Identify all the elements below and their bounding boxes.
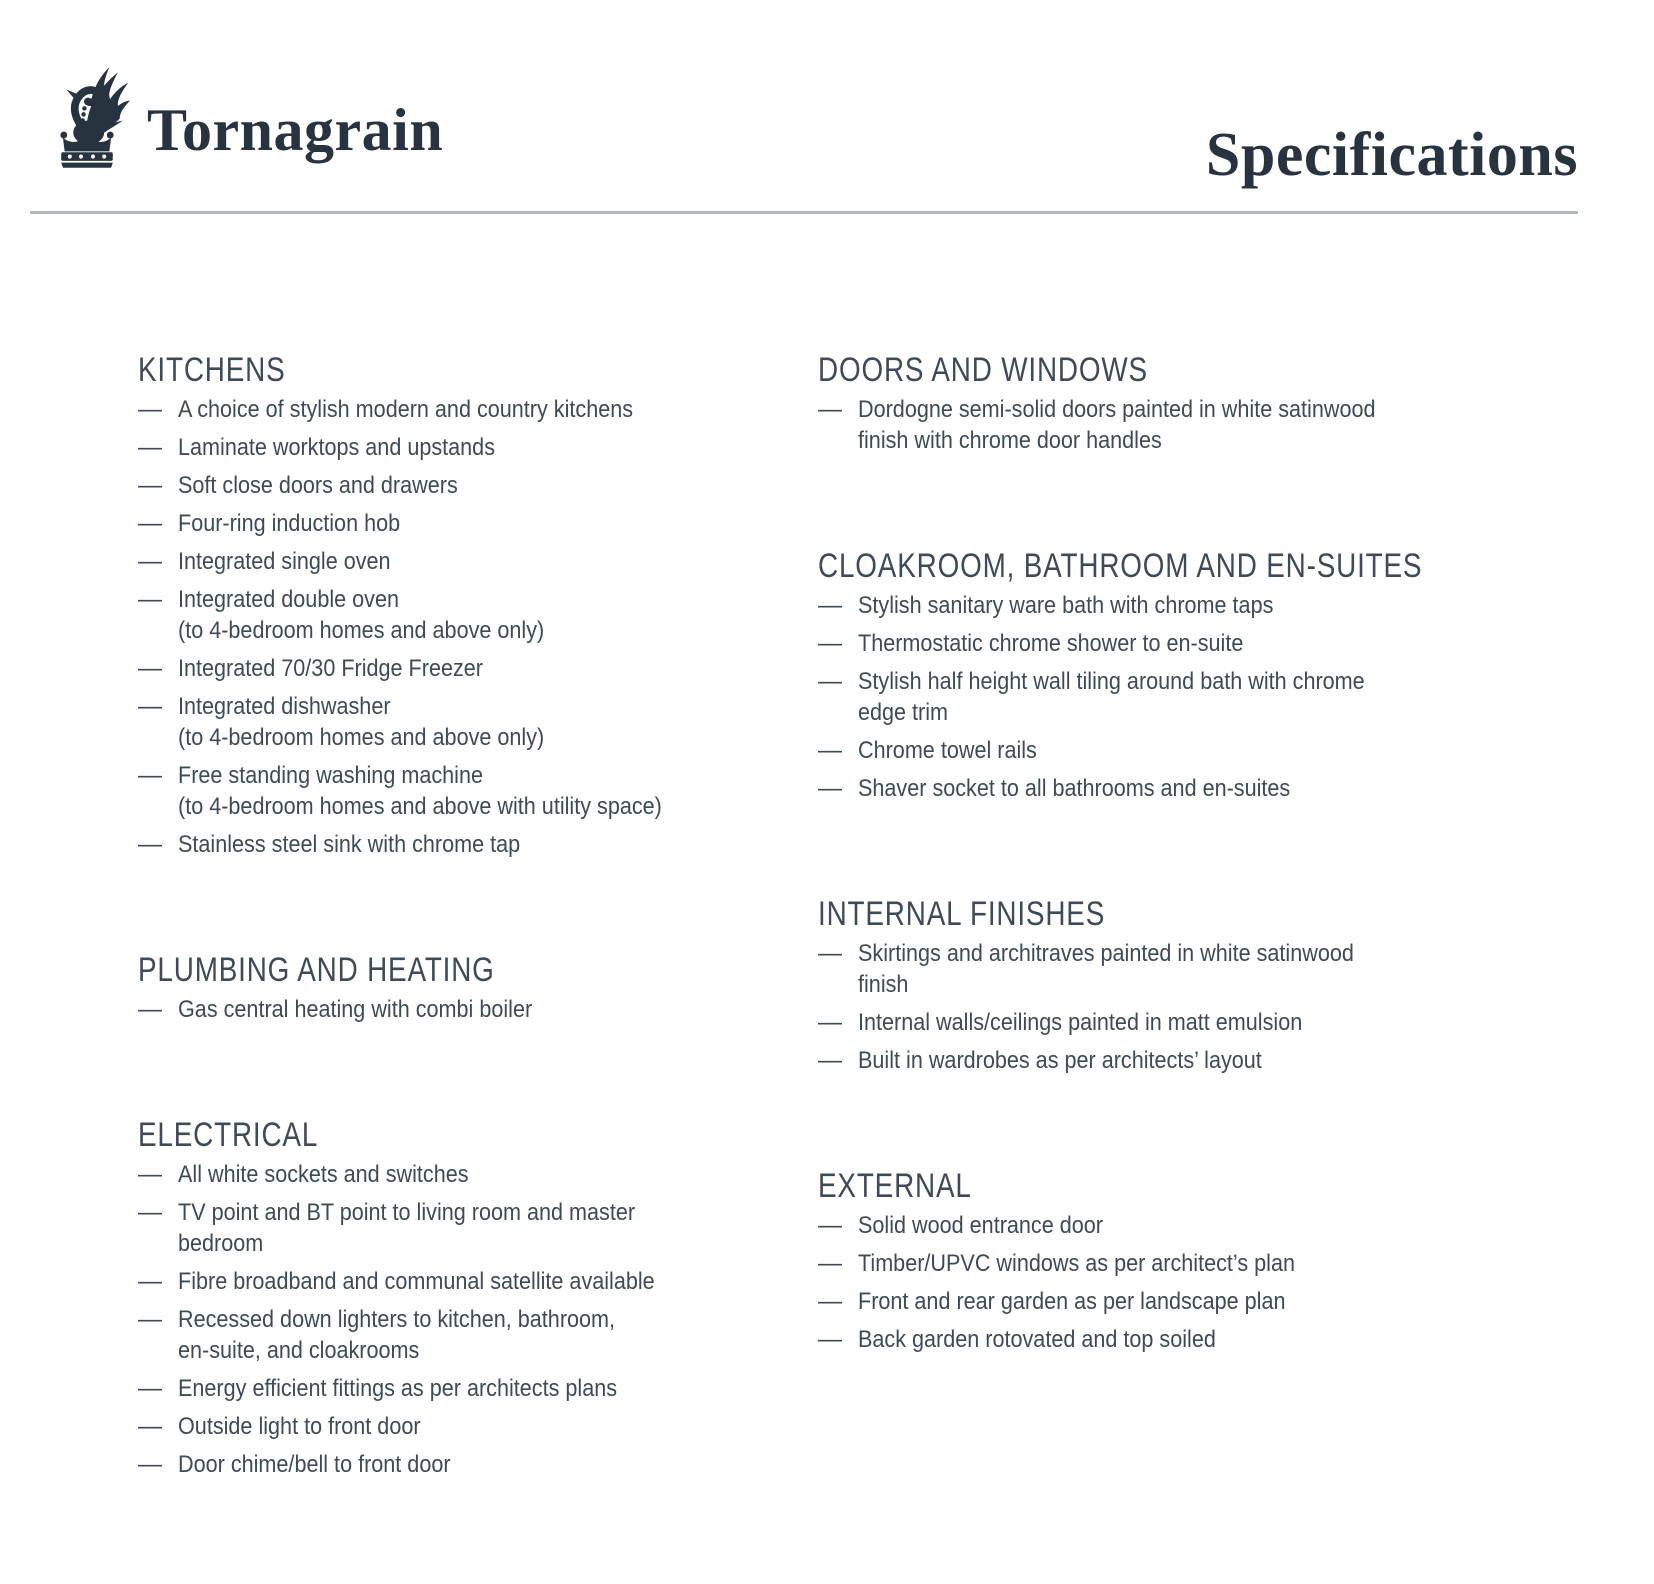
spec-item-line: Outside light to front door xyxy=(178,1413,421,1440)
spec-item xyxy=(138,470,723,501)
spec-item-line: Chrome towel rails xyxy=(858,737,1037,764)
section-heading: KITCHENS xyxy=(138,351,286,389)
bullet-dash: — xyxy=(818,1288,842,1315)
right-column xyxy=(818,352,1518,1487)
spec-item-line: Integrated dishwasher xyxy=(178,693,391,720)
spec-item-line: Stylish half height wall tiling around bath with chrome xyxy=(858,668,1365,695)
spec-section xyxy=(818,1168,1518,1355)
spec-item-line: Built in wardrobes as per architects’ layout xyxy=(858,1047,1262,1074)
spec-section xyxy=(818,352,1518,456)
spec-item-line: Soft close doors and drawers xyxy=(178,472,458,499)
spec-item xyxy=(138,653,723,684)
spec-item-line: Internal walls/ceilings painted in matt emulsion xyxy=(858,1009,1303,1036)
section-heading: INTERNAL FINISHES xyxy=(818,895,1106,933)
spec-item xyxy=(818,773,1518,804)
bullet-dash: — xyxy=(818,1009,842,1036)
spec-item xyxy=(138,1449,723,1480)
bullet-dash: — xyxy=(138,996,162,1023)
section-heading: CLOAKROOM, BATHROOM AND EN-SUITES xyxy=(818,547,1423,585)
bullet-dash: — xyxy=(818,737,842,764)
spec-item-line: Stylish sanitary ware bath with chrome taps xyxy=(858,592,1274,619)
bullet-dash: — xyxy=(818,775,842,802)
spec-item-line: Recessed down lighters to kitchen, bathroom, xyxy=(178,1306,616,1333)
left-column xyxy=(138,352,723,1487)
spec-item xyxy=(818,590,1518,621)
spec-item xyxy=(138,829,723,860)
bullet-dash: — xyxy=(138,1268,162,1295)
header-divider xyxy=(30,211,1578,214)
spec-section xyxy=(138,1117,723,1480)
spec-section xyxy=(138,352,723,860)
bullet-dash: — xyxy=(818,1250,842,1277)
spec-item-text xyxy=(178,1159,469,1190)
spec-item-line: Laminate worktops and upstands xyxy=(178,434,495,461)
spec-item-text xyxy=(178,394,633,425)
spec-item-line: Four-ring induction hob xyxy=(178,510,401,537)
spec-item-text xyxy=(858,1045,1262,1076)
spec-item-line: All white sockets and switches xyxy=(178,1161,469,1188)
spec-item-line: (to 4-bedroom homes and above only) xyxy=(178,617,545,644)
spec-item-line: edge trim xyxy=(858,699,949,726)
bullet-dash: — xyxy=(818,668,842,695)
bullet-dash: — xyxy=(138,434,162,461)
section-heading: DOORS AND WINDOWS xyxy=(818,351,1148,389)
bullet-dash: — xyxy=(818,1212,842,1239)
bullet-dash: — xyxy=(138,1375,162,1402)
bullet-dash: — xyxy=(138,1451,162,1478)
spec-item xyxy=(138,691,723,753)
spec-item-text xyxy=(858,1324,1216,1355)
section-heading: ELECTRICAL xyxy=(138,1116,319,1154)
spec-item xyxy=(138,508,723,539)
bullet-dash: — xyxy=(138,1413,162,1440)
spec-item-text xyxy=(178,470,458,501)
page-title: Specifications xyxy=(1205,121,1578,189)
spec-item xyxy=(138,546,723,577)
page-header xyxy=(0,0,1654,213)
spec-item xyxy=(138,1159,723,1190)
spec-item-line: Free standing washing machine xyxy=(178,762,483,789)
spec-item xyxy=(138,1304,723,1366)
spec-item-text xyxy=(178,432,495,463)
spec-item xyxy=(818,938,1518,1000)
specifications-content xyxy=(138,352,1614,1487)
brand-wordmark: Tornagrain xyxy=(147,97,444,163)
spec-item xyxy=(818,1248,1518,1279)
spec-item-line: Solid wood entrance door xyxy=(858,1212,1103,1239)
spec-item-line: Integrated single oven xyxy=(178,548,391,575)
spec-item-text xyxy=(178,653,483,684)
spec-item-text xyxy=(178,1411,421,1442)
bullet-dash: — xyxy=(138,548,162,575)
spec-item-line: Dordogne semi-solid doors painted in white satinwood xyxy=(858,396,1376,423)
spec-item-line: (to 4-bedroom homes and above with utility space) xyxy=(178,793,662,820)
spec-item xyxy=(138,1373,723,1404)
spec-item-text xyxy=(858,1007,1302,1038)
spec-item xyxy=(138,1411,723,1442)
section-heading: EXTERNAL xyxy=(818,1167,972,1205)
spec-item-text xyxy=(858,938,1354,1000)
bullet-dash: — xyxy=(818,1326,842,1353)
bullet-dash: — xyxy=(138,586,162,613)
spec-item-text xyxy=(858,735,1037,766)
spec-item-line: Fibre broadband and communal satellite available xyxy=(178,1268,655,1295)
spec-item-line: Gas central heating with combi boiler xyxy=(178,996,533,1023)
bullet-dash: — xyxy=(138,831,162,858)
spec-item-line: Thermostatic chrome shower to en-suite xyxy=(858,630,1244,657)
spec-item-text xyxy=(858,1286,1285,1317)
spec-item-text xyxy=(178,760,662,822)
spec-item-line: TV point and BT point to living room and master xyxy=(178,1199,636,1226)
bullet-dash: — xyxy=(138,1199,162,1226)
bullet-dash: — xyxy=(138,655,162,682)
spec-item-line: (to 4-bedroom homes and above only) xyxy=(178,724,545,751)
spec-item-line: finish xyxy=(858,971,909,998)
spec-item-line: Door chime/bell to front door xyxy=(178,1451,451,1478)
spec-item xyxy=(138,584,723,646)
spec-item xyxy=(138,432,723,463)
bullet-dash: — xyxy=(818,1047,842,1074)
spec-item-text xyxy=(858,773,1290,804)
spec-item-text xyxy=(178,1373,617,1404)
spec-item xyxy=(818,1007,1518,1038)
spec-item-line: en-suite, and cloakrooms xyxy=(178,1337,420,1364)
spec-item-text xyxy=(178,584,544,646)
spec-section xyxy=(818,548,1518,804)
spec-item xyxy=(138,394,723,425)
bullet-dash: — xyxy=(818,940,842,967)
spec-item-line: Stainless steel sink with chrome tap xyxy=(178,831,521,858)
bullet-dash: — xyxy=(138,1161,162,1188)
bullet-dash: — xyxy=(138,762,162,789)
bullet-dash: — xyxy=(138,396,162,423)
spec-item-line: Back garden rotovated and top soiled xyxy=(858,1326,1216,1353)
bullet-dash: — xyxy=(138,693,162,720)
spec-item-text xyxy=(858,666,1365,728)
spec-item-text xyxy=(178,546,391,577)
bullet-dash: — xyxy=(138,472,162,499)
spec-section xyxy=(818,896,1518,1076)
spec-item xyxy=(818,1324,1518,1355)
bullet-dash: — xyxy=(818,630,842,657)
spec-item-line: Energy efficient fittings as per architects plans xyxy=(178,1375,618,1402)
spec-item-text xyxy=(178,1304,615,1366)
spec-item-line: Front and rear garden as per landscape plan xyxy=(858,1288,1286,1315)
spec-item xyxy=(138,1197,723,1259)
spec-item-line: bedroom xyxy=(178,1230,264,1257)
bullet-dash: — xyxy=(818,396,842,423)
spec-item xyxy=(818,1045,1518,1076)
spec-item-text xyxy=(858,394,1376,456)
spec-item-line: Skirtings and architraves painted in white satinwood xyxy=(858,940,1354,967)
spec-item-text xyxy=(858,590,1273,621)
spec-item xyxy=(138,994,723,1025)
spec-item xyxy=(818,628,1518,659)
spec-item-text xyxy=(178,691,544,753)
spec-item xyxy=(138,1266,723,1297)
swan-crown-crest-icon xyxy=(44,55,130,179)
spec-item xyxy=(818,666,1518,728)
spec-item-line: finish with chrome door handles xyxy=(858,427,1162,454)
spec-item xyxy=(818,1286,1518,1317)
spec-item-text xyxy=(858,628,1243,659)
spec-item-text xyxy=(178,829,520,860)
spec-item-line: Shaver socket to all bathrooms and en-suites xyxy=(858,775,1291,802)
spec-item xyxy=(818,394,1518,456)
spec-item-text xyxy=(178,1449,451,1480)
spec-section xyxy=(138,952,723,1025)
spec-item-line: Timber/UPVC windows as per architect’s plan xyxy=(858,1250,1295,1277)
spec-item-line: A choice of stylish modern and country kitchens xyxy=(178,396,634,423)
spec-item-text xyxy=(178,994,532,1025)
spec-item-text xyxy=(858,1248,1295,1279)
spec-item-text xyxy=(178,1197,635,1259)
spec-item-line: Integrated double oven xyxy=(178,586,399,613)
spec-item xyxy=(138,760,723,822)
spec-item-text xyxy=(858,1210,1103,1241)
bullet-dash: — xyxy=(138,510,162,537)
section-heading: PLUMBING AND HEATING xyxy=(138,951,495,989)
spec-item-line: Integrated 70/30 Fridge Freezer xyxy=(178,655,483,682)
spec-item xyxy=(818,1210,1518,1241)
bullet-dash: — xyxy=(818,592,842,619)
spec-item-text xyxy=(178,1266,655,1297)
spec-item xyxy=(818,735,1518,766)
bullet-dash: — xyxy=(138,1306,162,1333)
spec-item-text xyxy=(178,508,400,539)
